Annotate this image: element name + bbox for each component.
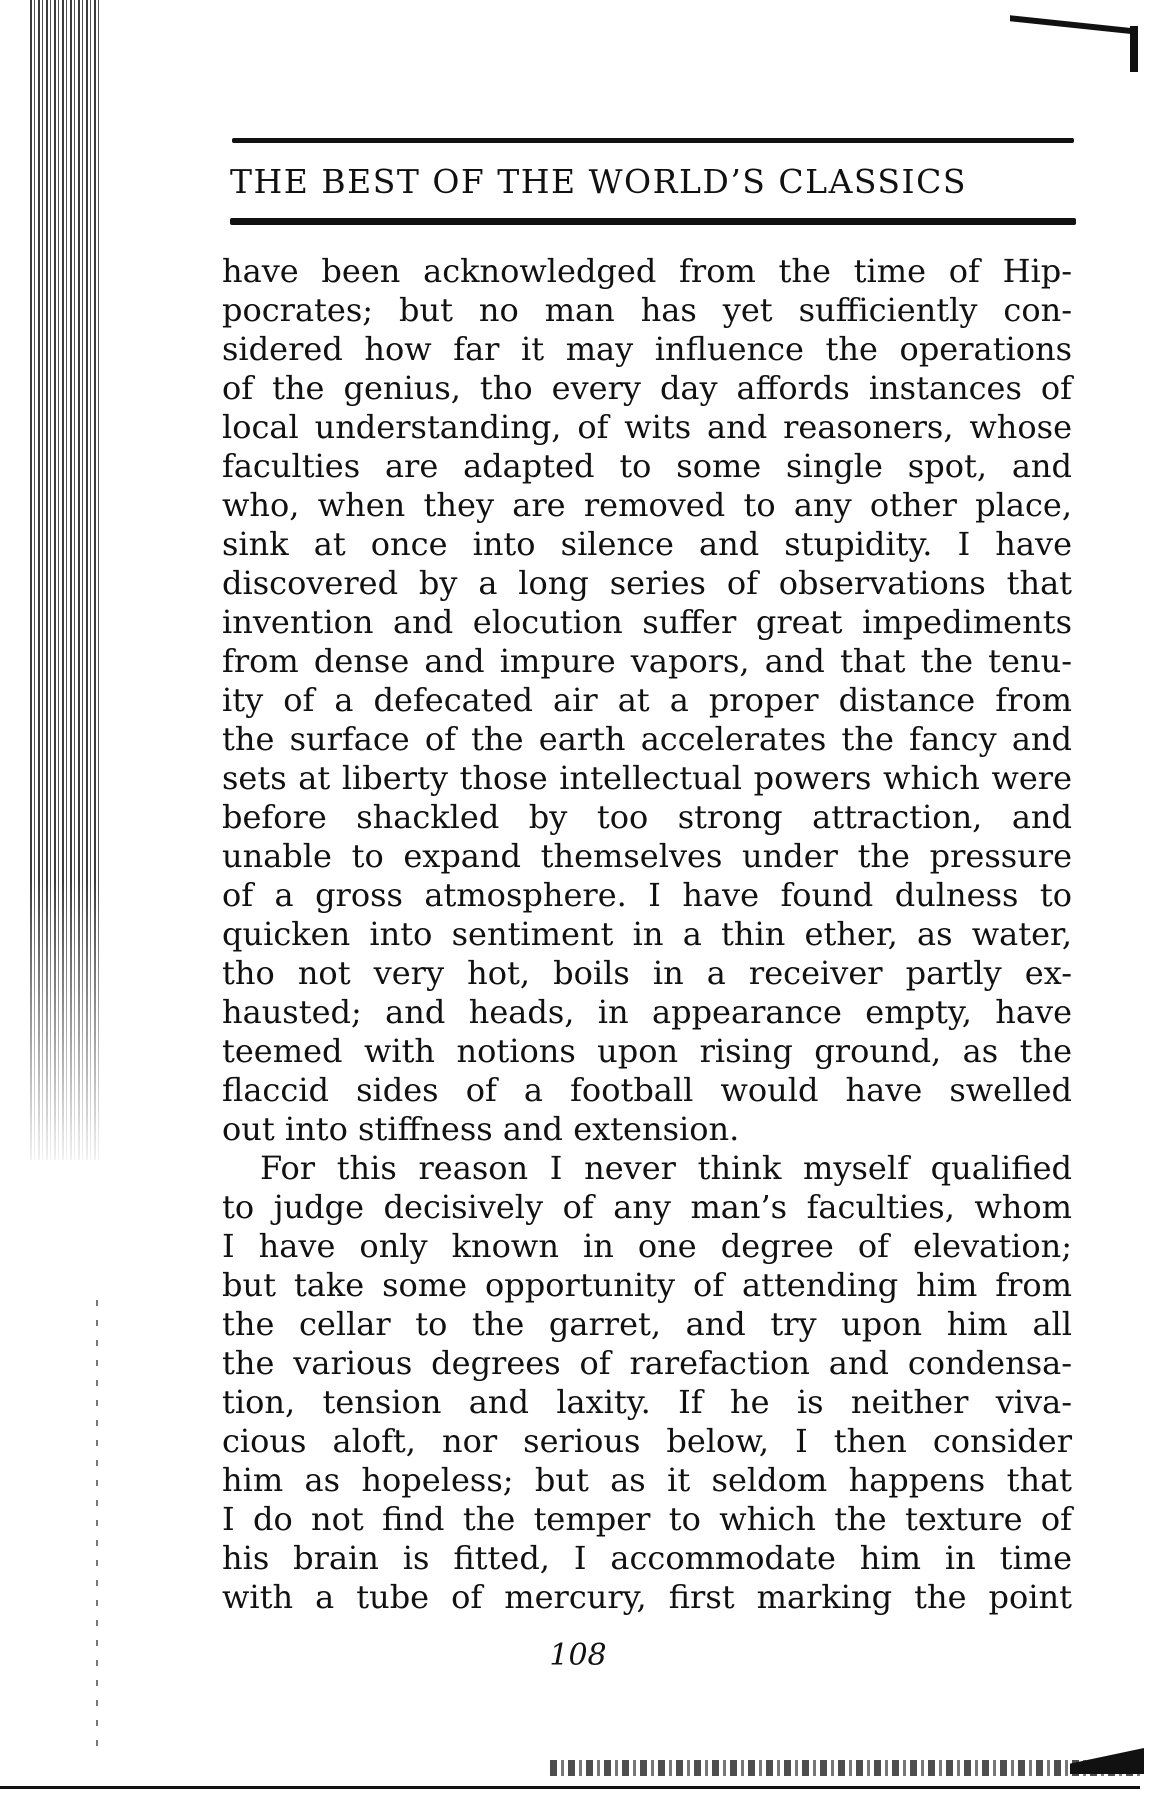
text-line: unable to expand themselves under the pressure [222, 837, 1072, 875]
head-rule [230, 218, 1076, 225]
text-line: I have only known in one degree of elevation; [222, 1227, 1072, 1265]
text-line: the cellar to the garret, and try upon him all [222, 1305, 1072, 1343]
text-line: with a tube of mercury, first marking the point [222, 1578, 1072, 1616]
text-line: the various degrees of rarefaction and condensa- [222, 1344, 1072, 1382]
text-line: the surface of the earth accelerates the fancy and [222, 720, 1072, 758]
top-rule [232, 138, 1074, 143]
binding-edge-fade [30, 880, 100, 1180]
corner-mark-stem [1130, 26, 1138, 72]
text-line: sink at once into silence and stupidity. I have [222, 525, 1072, 563]
text-line: his brain is fitted, I accommodate him in time [222, 1539, 1072, 1577]
text-line: sidered how far it may influence the operations [222, 330, 1072, 368]
text-line: ity of a defecated air at a proper distance from [222, 681, 1072, 719]
corner-mark [1010, 15, 1138, 64]
body-text [222, 252, 1072, 1617]
text-line: cious aloft, nor serious below, I then consider [222, 1422, 1072, 1460]
running-head: THE BEST OF THE WORLD’S CLASSICS [230, 162, 967, 201]
text-line: local understanding, of wits and reasoners, whose [222, 408, 1072, 446]
bottom-smudge [550, 1760, 1140, 1776]
text-line: to judge decisively of any man’s faculties, whom [222, 1188, 1072, 1226]
text-line: teemed with notions upon rising ground, as the [222, 1032, 1072, 1070]
text-line: sets at liberty those intellectual powers which were [222, 759, 1072, 797]
text-line: invention and elocution suffer great impediments [222, 603, 1072, 641]
text-line: of the genius, tho every day affords instances of [222, 369, 1072, 407]
text-line: I do not find the temper to which the texture of [222, 1500, 1072, 1538]
text-line: have been acknowledged from the time of Hip- [222, 252, 1072, 290]
text-line: of a gross atmosphere. I have found dulness to [222, 876, 1072, 914]
paragraph-end-line: out into stiffness and extension. [222, 1110, 740, 1148]
text-line: flaccid sides of a football would have swelled [222, 1071, 1072, 1109]
text-line: tion, tension and laxity. If he is neither viva- [222, 1383, 1072, 1421]
text-line: discovered by a long series of observations that [222, 564, 1072, 602]
text-line: faculties are adapted to some single spot, and [222, 447, 1072, 485]
text-line: quicken into sentiment in a thin ether, as water, [222, 915, 1072, 953]
text-line: hausted; and heads, in appearance empty, have [222, 993, 1072, 1031]
binding-edge-lower [96, 1300, 98, 1760]
text-line: tho not very hot, boils in a receiver partly ex- [222, 954, 1072, 992]
text-line: him as hopeless; but as it seldom happens that [222, 1461, 1072, 1499]
text-line: from dense and impure vapors, and that the tenu- [222, 642, 1072, 680]
text-line: pocrates; but no man has yet sufficiently con- [222, 291, 1072, 329]
paragraph-start-line: For this reason I never think myself qualified [260, 1149, 1072, 1187]
text-line: who, when they are removed to any other place, [222, 486, 1072, 524]
bottom-rule [0, 1786, 1140, 1789]
text-line: before shackled by too strong attraction, and [222, 798, 1072, 836]
text-line: but take some opportunity of attending him from [222, 1266, 1072, 1304]
page-number: 108 [549, 1638, 607, 1673]
